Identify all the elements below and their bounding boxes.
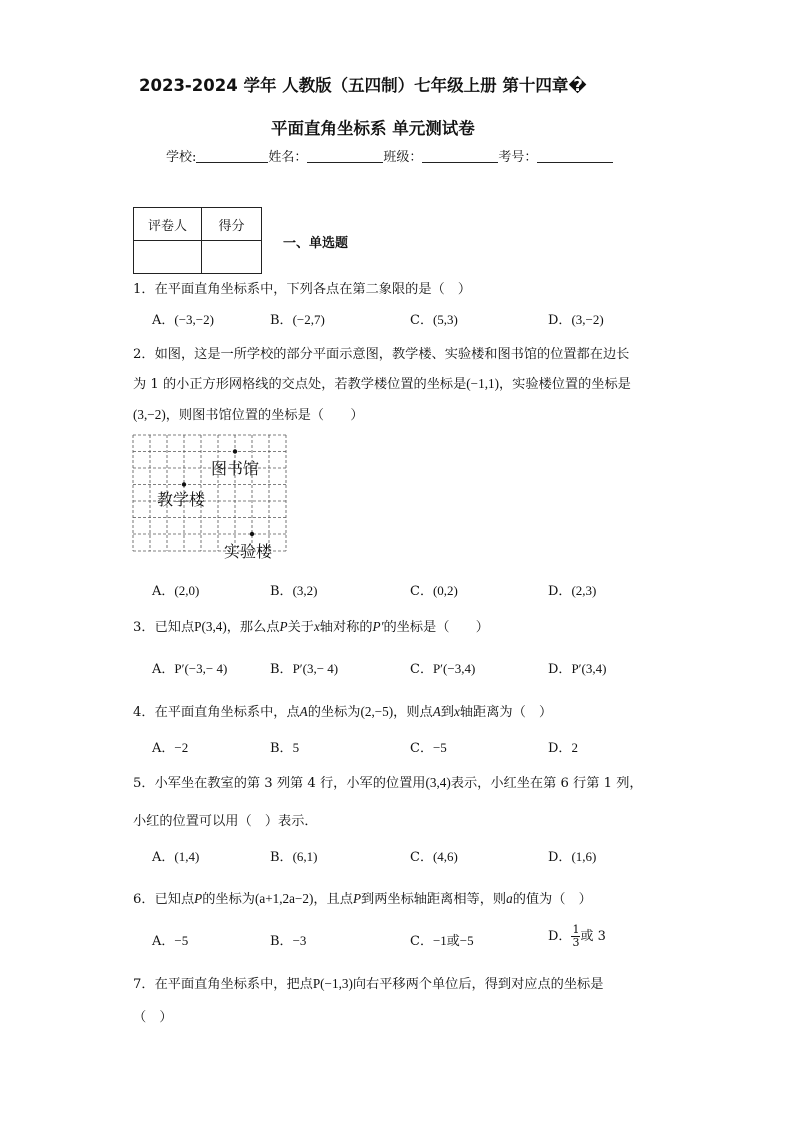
q4-option-d[interactable]: D．2 bbox=[548, 740, 578, 756]
page-title-line2: 平面直角坐标系 单元测试卷 bbox=[271, 119, 475, 138]
q2-option-d[interactable]: D．(2,3) bbox=[548, 583, 597, 599]
name-label: 姓名： bbox=[268, 150, 308, 165]
q2-option-b[interactable]: B．(3,2) bbox=[270, 583, 318, 599]
score-table bbox=[133, 207, 262, 274]
class-label: 班级： bbox=[383, 150, 423, 165]
question-1: 1．在平面直角坐标系中，下列各点在第二象限的是（ ） bbox=[133, 282, 472, 297]
library-label: 图书馆 bbox=[211, 459, 260, 478]
score-header: 得分 bbox=[202, 208, 262, 241]
question-2-line3: (3,−2)，则图书馆位置的坐标是（ ） bbox=[133, 407, 364, 423]
library-point bbox=[233, 449, 237, 453]
question-4: 4．在平面直角坐标系中，点A的坐标为(2,−5)，则点A到x轴距离为（ ） bbox=[133, 704, 553, 720]
q4-option-a[interactable]: A．−2 bbox=[152, 740, 189, 756]
q2-option-c[interactable]: C．(0,2) bbox=[410, 583, 458, 599]
q4-option-b[interactable]: B．5 bbox=[270, 740, 300, 756]
q6-option-c[interactable]: C．−1或−5 bbox=[410, 933, 474, 949]
question-7-line2: （ ） bbox=[133, 1010, 173, 1025]
q2-option-a[interactable]: A．(2,0) bbox=[152, 583, 200, 599]
lab-building-label: 实验楼 bbox=[224, 542, 273, 561]
q5-option-c[interactable]: C．(4,6) bbox=[410, 849, 458, 865]
q4-option-c[interactable]: C．−5 bbox=[410, 740, 447, 756]
question-6: 6．已知点P的坐标为(a+1,2a−2)，且点P到两坐标轴距离相等，则a的值为（ ） bbox=[133, 891, 592, 907]
class-field[interactable] bbox=[422, 148, 498, 163]
q5-option-d[interactable]: D．(1,6) bbox=[548, 849, 597, 865]
q6-option-d[interactable]: D． $\frac{1}{3}$ 或 3 bbox=[548, 923, 606, 949]
q5-option-b[interactable]: B．(6,1) bbox=[270, 849, 318, 865]
school-label: 学校: bbox=[166, 150, 197, 165]
grader-cell[interactable] bbox=[134, 241, 202, 274]
question-2-line1: 2．如图，这是一所学校的部分平面示意图，教学楼、实验楼和图书馆的位置都在边长 bbox=[133, 347, 630, 362]
q1-option-a[interactable]: A．(−3,−2) bbox=[152, 312, 214, 328]
exam-number-label: 考号： bbox=[498, 150, 538, 165]
q1-option-d[interactable]: D．(3,−2) bbox=[548, 312, 604, 328]
name-field[interactable] bbox=[307, 148, 383, 163]
q6-option-a[interactable]: A．−5 bbox=[152, 933, 189, 949]
teaching-building-label: 教学楼 bbox=[157, 490, 206, 509]
q3-option-c[interactable]: C．P′(−3,4) bbox=[410, 661, 476, 677]
q5-option-a[interactable]: A．(1,4) bbox=[152, 849, 200, 865]
q1-option-b[interactable]: B．(−2,7) bbox=[270, 312, 325, 328]
question-5-line1: 5．小军坐在教室的第 3 列第 4 行，小军的位置用(3,4)表示，小红坐在第 6 行第 1 列， bbox=[133, 775, 643, 791]
question-5-line2: 小红的位置可以用（ ）表示． bbox=[133, 814, 318, 829]
q3-option-d[interactable]: D．P′(3,4) bbox=[548, 661, 607, 677]
question-2-line2: 为 1 的小正方形网格线的交点处，若教学楼位置的坐标是(−1,1)，实验楼位置的坐标是 bbox=[133, 376, 631, 392]
q3-option-b[interactable]: B．P′(3,− 4) bbox=[270, 661, 339, 677]
q6-option-b[interactable]: B．−3 bbox=[270, 933, 307, 949]
student-info-line bbox=[166, 146, 613, 165]
grader-header: 评卷人 bbox=[134, 208, 202, 241]
fraction-one-third: $\frac{1}{3}$ bbox=[572, 923, 580, 949]
lab-building-point bbox=[250, 532, 254, 536]
score-cell[interactable] bbox=[202, 241, 262, 274]
question-3: 3．已知点P(3,4)，那么点P关于x轴对称的P′的坐标是（ ） bbox=[133, 619, 489, 635]
page-title-line1: 2023-2024 学年 人教版（五四制）七年级上册 第十四章� bbox=[139, 76, 587, 95]
q1-option-c[interactable]: C．(5,3) bbox=[410, 312, 458, 328]
question-7-line1: 7．在平面直角坐标系中，把点P(−1,3)向右平移两个单位后，得到对应点的坐标是 bbox=[133, 976, 604, 992]
exam-number-field[interactable] bbox=[537, 148, 613, 163]
school-field[interactable] bbox=[196, 148, 268, 163]
q3-option-a[interactable]: A．P′(−3,− 4) bbox=[152, 661, 228, 677]
section-title: 一、单选题 bbox=[283, 236, 349, 251]
